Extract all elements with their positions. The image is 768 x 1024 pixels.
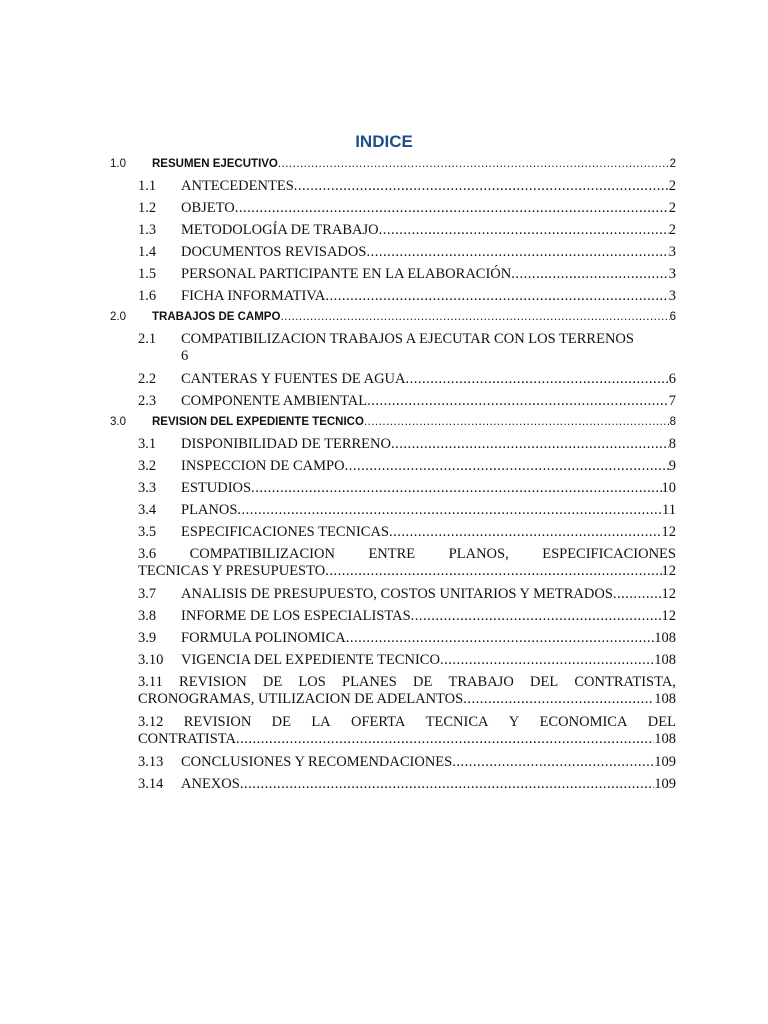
toc-entry-page: 9	[668, 458, 676, 474]
toc-entry-line	[181, 175, 676, 197]
toc-entry-line	[152, 154, 676, 175]
table-of-contents	[110, 154, 676, 795]
toc-subsection-entry[interactable]	[110, 711, 676, 751]
toc-entry-label: CANTERAS Y FUENTES DE AGUA	[181, 371, 406, 387]
toc-section-entry[interactable]	[110, 154, 676, 175]
toc-entry-page: 3	[668, 288, 676, 304]
toc-subsection-entry[interactable]	[110, 368, 676, 390]
toc-entry-page: 8	[669, 416, 676, 428]
toc-entry-line	[181, 197, 676, 219]
toc-entry-label: ESTUDIOS	[181, 480, 252, 496]
toc-entry-line	[138, 731, 676, 748]
toc-entry-line	[181, 348, 676, 365]
toc-entry-page: 108	[654, 630, 676, 646]
toc-entry-page: 2	[669, 158, 676, 170]
toc-entry-line	[152, 307, 676, 328]
toc-entry-number: 3.12	[138, 714, 164, 730]
toc-entry-page: 2	[668, 178, 676, 194]
toc-leader-dots	[294, 175, 669, 197]
toc-entry-number: 2.3	[138, 393, 157, 409]
toc-entry-number: 1.3	[138, 222, 157, 238]
toc-subsection-entry[interactable]	[110, 627, 676, 649]
toc-subsection-entry[interactable]	[110, 219, 676, 241]
toc-entry-page: 7	[668, 393, 676, 409]
toc-entry-page: 12	[661, 608, 676, 624]
toc-entry-label-word: DE	[271, 714, 292, 730]
toc-entry-label: ESPECIFICACIONES TECNICAS	[181, 524, 389, 540]
toc-leader-dots	[240, 773, 654, 795]
toc-entry-line	[181, 499, 676, 521]
toc-entry-line	[181, 627, 676, 649]
toc-entry-label-continued: CRONOGRAMAS, UTILIZACION DE ADELANTOS	[138, 691, 464, 707]
toc-entry-page: 6	[668, 371, 676, 387]
toc-entry-label-word: PLANOS,	[448, 546, 509, 562]
toc-leader-dots	[411, 605, 662, 627]
toc-entry-line	[138, 674, 676, 691]
toc-entry-number: 2.1	[138, 331, 157, 347]
toc-entry-number: 3.8	[138, 608, 157, 624]
toc-entry-page: 2	[668, 200, 676, 216]
toc-leader-dots	[440, 649, 654, 671]
toc-entry-line	[152, 412, 676, 433]
toc-entry-label-word: DE	[413, 674, 433, 690]
toc-entry-page: 3	[668, 266, 676, 282]
toc-entry-line	[138, 714, 676, 731]
toc-entry-label-word: Y	[508, 714, 520, 730]
toc-leader-dots	[367, 390, 669, 412]
toc-subsection-entry[interactable]	[110, 175, 676, 197]
toc-leader-dots	[251, 477, 661, 499]
toc-entry-line	[181, 477, 676, 499]
toc-leader-dots	[389, 521, 662, 543]
toc-entry-label: FORMULA POLINOMICA	[181, 630, 346, 646]
toc-entry-line	[181, 390, 676, 412]
toc-entry-label: OBJETO	[181, 200, 235, 216]
toc-leader-dots	[278, 154, 670, 175]
toc-entry-number: 3.10	[138, 652, 164, 668]
toc-entry-number: 1.6	[138, 288, 157, 304]
toc-entry-line	[181, 368, 676, 390]
toc-entry-number: 3.9	[138, 630, 157, 646]
toc-entry-label-word: TRABAJO	[448, 674, 514, 690]
toc-entry-label: INSPECCION DE CAMPO	[181, 458, 345, 474]
toc-entry-page: 108	[654, 691, 676, 707]
toc-entry-page: 11	[662, 502, 676, 518]
toc-entry-label-word: CONTRATISTA,	[574, 674, 676, 690]
toc-leader-dots	[280, 307, 669, 328]
toc-entry-line	[138, 546, 676, 563]
toc-entry-number: 3.0	[110, 416, 126, 428]
toc-entry-page: 12	[661, 524, 676, 540]
toc-entry-label: ANEXOS	[181, 776, 240, 792]
toc-subsection-entry[interactable]	[110, 263, 676, 285]
toc-entry-number: 3.5	[138, 524, 157, 540]
toc-subsection-entry[interactable]	[110, 671, 676, 711]
toc-subsection-entry[interactable]	[110, 605, 676, 627]
toc-leader-dots	[511, 263, 669, 285]
toc-entry-label-word: LOS	[298, 674, 326, 690]
toc-subsection-entry[interactable]	[110, 241, 676, 263]
toc-entry-line	[181, 285, 676, 307]
toc-entry-number: 3.7	[138, 586, 157, 602]
toc-leader-dots	[364, 412, 670, 433]
toc-entry-label: COMPONENTE AMBIENTAL	[181, 393, 368, 409]
toc-entry-label: PLANOS	[181, 502, 238, 518]
toc-entry-number: 3.4	[138, 502, 157, 518]
toc-leader-dots	[391, 433, 669, 455]
toc-entry-label: CONCLUSIONES Y RECOMENDACIONES	[181, 754, 453, 770]
toc-section-entry[interactable]	[110, 412, 676, 433]
toc-entry-page: 12	[661, 563, 676, 579]
toc-entry-label-word: DEL	[647, 714, 676, 730]
toc-entry-page: 6	[181, 348, 189, 364]
toc-subsection-entry[interactable]	[110, 328, 676, 368]
toc-leader-dots	[463, 691, 654, 708]
toc-entry-number: 1.0	[110, 158, 126, 170]
toc-entry-label: RESUMEN EJECUTIVO	[152, 158, 278, 170]
toc-entry-line	[181, 605, 676, 627]
toc-entry-line	[181, 331, 676, 348]
toc-subsection-entry[interactable]	[110, 477, 676, 499]
toc-entry-label-word: COMPATIBILIZACION	[189, 546, 335, 562]
toc-entry-label: ANTECEDENTES	[181, 178, 294, 194]
toc-entry-line	[181, 241, 676, 263]
toc-leader-dots	[345, 455, 669, 477]
toc-entry-line	[181, 521, 676, 543]
toc-subsection-entry[interactable]	[110, 649, 676, 671]
toc-subsection-entry[interactable]	[110, 583, 676, 605]
toc-entry-number: 3.14	[138, 776, 164, 792]
toc-entry-label-word: ESPECIFICACIONES	[542, 546, 676, 562]
toc-leader-dots	[452, 751, 654, 773]
toc-section-entry[interactable]	[110, 307, 676, 328]
toc-entry-line	[181, 433, 676, 455]
toc-entry-page: 12	[661, 586, 676, 602]
toc-entry-number: 2.2	[138, 371, 157, 387]
toc-entry-line	[181, 773, 676, 795]
toc-leader-dots	[346, 627, 654, 649]
toc-entry-number: 1.5	[138, 266, 157, 282]
toc-subsection-entry[interactable]	[110, 197, 676, 219]
toc-entry-number: 3.3	[138, 480, 157, 496]
toc-entry-label-word: DEL	[529, 674, 559, 690]
toc-entry-number: 1.1	[138, 178, 157, 194]
page-title: INDICE	[355, 132, 413, 151]
toc-entry-label-continued: TECNICAS Y PRESUPUESTO	[138, 563, 326, 579]
toc-entry-label: COMPATIBILIZACION TRABAJOS A EJECUTAR CON LOS TERRENOS	[181, 331, 634, 347]
toc-entry-number: 3.1	[138, 436, 157, 452]
toc-entry-line	[181, 649, 676, 671]
toc-subsection-entry[interactable]	[110, 285, 676, 307]
toc-entry-page: 6	[669, 311, 676, 323]
toc-subsection-entry[interactable]	[110, 455, 676, 477]
toc-entry-label: PERSONAL PARTICIPANTE EN LA ELABORACIÓN	[181, 266, 512, 282]
toc-entry-line	[181, 219, 676, 241]
toc-entry-label-word: ECONOMICA	[539, 714, 628, 730]
toc-entry-label-word: TECNICA	[425, 714, 489, 730]
toc-entry-label-word: DE	[262, 674, 283, 690]
toc-leader-dots	[379, 219, 669, 241]
toc-entry-page: 108	[654, 652, 676, 668]
toc-entry-label: METODOLOGÍA DE TRABAJO	[181, 222, 379, 238]
toc-entry-number: 3.11	[138, 674, 163, 690]
toc-leader-dots	[237, 499, 662, 521]
toc-entry-label-word: ENTRE	[368, 546, 416, 562]
toc-leader-dots	[406, 368, 669, 390]
toc-subsection-entry[interactable]	[110, 499, 676, 521]
toc-entry-label-word: REVISION	[183, 714, 252, 730]
toc-entry-line	[181, 583, 676, 605]
toc-entry-label: TRABAJOS DE CAMPO	[152, 311, 281, 323]
toc-entry-number: 3.2	[138, 458, 157, 474]
toc-entry-label: REVISION DEL EXPEDIENTE TECNICO	[152, 416, 364, 428]
toc-entry-line	[138, 691, 676, 708]
toc-entry-page: 109	[654, 776, 676, 792]
toc-entry-label-word: PLANES	[342, 674, 397, 690]
toc-entry-label-word: REVISION	[179, 674, 247, 690]
toc-entry-number: 1.4	[138, 244, 157, 260]
toc-entry-line	[181, 263, 676, 285]
toc-entry-label: VIGENCIA DEL EXPEDIENTE TECNICO	[181, 652, 440, 668]
toc-leader-dots	[236, 731, 654, 748]
toc-entry-number: 3.13	[138, 754, 164, 770]
toc-subsection-entry[interactable]	[110, 751, 676, 773]
toc-entry-label: INFORME DE LOS ESPECIALISTAS	[181, 608, 411, 624]
toc-entry-page: 2	[668, 222, 676, 238]
toc-leader-dots	[235, 197, 669, 219]
toc-subsection-entry[interactable]	[110, 433, 676, 455]
toc-entry-number: 1.2	[138, 200, 157, 216]
toc-entry-label-continued: CONTRATISTA	[138, 731, 236, 747]
toc-entry-line	[181, 751, 676, 773]
toc-entry-page: 3	[668, 244, 676, 260]
toc-entry-number: 2.0	[110, 311, 126, 323]
toc-leader-dots	[325, 285, 668, 307]
toc-leader-dots	[366, 241, 668, 263]
toc-entry-label-word: OFERTA	[350, 714, 406, 730]
toc-subsection-entry[interactable]	[110, 521, 676, 543]
toc-leader-dots	[325, 563, 661, 580]
toc-entry-label: FICHA INFORMATIVA	[181, 288, 326, 304]
toc-entry-page: 108	[654, 731, 676, 747]
toc-entry-label-word: LA	[311, 714, 331, 730]
toc-entry-page: 109	[654, 754, 676, 770]
toc-subsection-entry[interactable]	[110, 543, 676, 583]
toc-entry-page: 10	[661, 480, 676, 496]
toc-subsection-entry[interactable]	[110, 390, 676, 412]
toc-entry-page: 8	[668, 436, 676, 452]
toc-entry-label: DOCUMENTOS REVISADOS	[181, 244, 367, 260]
toc-entry-label: ANALISIS DE PRESUPUESTO, COSTOS UNITARIOS Y METRADOS	[181, 586, 613, 602]
toc-leader-dots	[613, 583, 662, 605]
toc-entry-line	[138, 563, 676, 580]
toc-entry-line	[181, 455, 676, 477]
toc-entry-label: DISPONIBILIDAD DE TERRENO	[181, 436, 391, 452]
toc-subsection-entry[interactable]	[110, 773, 676, 795]
toc-entry-number: 3.6	[138, 546, 157, 562]
